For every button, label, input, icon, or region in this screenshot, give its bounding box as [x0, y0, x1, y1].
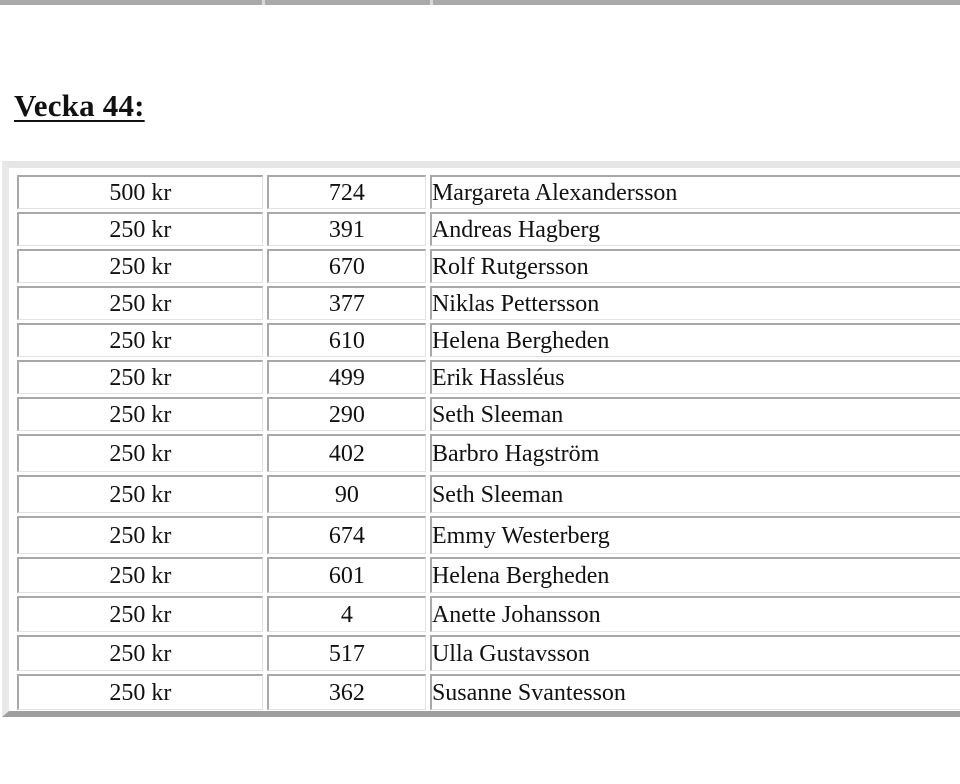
table-row [17, 516, 960, 554]
prize-table-frame [2, 161, 960, 717]
winner-name-cell: Margareta Alexandersson [430, 175, 960, 209]
winner-name-cell: Seth Sleeman [430, 475, 960, 513]
prize-table-body [17, 175, 960, 710]
winner-name-cell: Emmy Westerberg [430, 516, 960, 554]
prize-amount-cell: 250 kr [17, 249, 263, 283]
top-border [0, 0, 960, 5]
ticket-number-cell: 499 [267, 360, 426, 394]
winner-name-cell: Helena Bergheden [430, 323, 960, 357]
prize-amount-cell: 250 kr [17, 557, 263, 593]
prize-table [13, 172, 960, 713]
ticket-number-cell: 674 [267, 516, 426, 554]
prize-amount-cell: 250 kr [17, 397, 263, 431]
table-row [17, 175, 960, 209]
prize-amount-cell: 250 kr [17, 596, 263, 632]
winner-name-cell: Niklas Pettersson [430, 286, 960, 320]
prize-amount-cell: 250 kr [17, 475, 263, 513]
table-row [17, 249, 960, 283]
winner-name-cell: Barbro Hagström [430, 434, 960, 472]
ticket-number-cell: 601 [267, 557, 426, 593]
week-heading: Vecka 44: [14, 88, 145, 123]
prize-amount-cell: 500 kr [17, 175, 263, 209]
ticket-number-cell: 517 [267, 635, 426, 671]
prize-amount-cell: 250 kr [17, 516, 263, 554]
table-row [17, 557, 960, 593]
ticket-number-cell: 290 [267, 397, 426, 431]
prize-amount-cell: 250 kr [17, 635, 263, 671]
ticket-number-cell: 391 [267, 212, 426, 246]
table-row [17, 674, 960, 710]
ticket-number-cell: 90 [267, 475, 426, 513]
ticket-number-cell: 670 [267, 249, 426, 283]
table-row [17, 635, 960, 671]
winner-name-cell: Helena Bergheden [430, 557, 960, 593]
prize-amount-cell: 250 kr [17, 323, 263, 357]
prize-amount-cell: 250 kr [17, 212, 263, 246]
winner-name-cell: Seth Sleeman [430, 397, 960, 431]
top-border-separator [430, 0, 433, 5]
winner-name-cell: Andreas Hagberg [430, 212, 960, 246]
ticket-number-cell: 724 [267, 175, 426, 209]
table-row [17, 323, 960, 357]
prize-amount-cell: 250 kr [17, 286, 263, 320]
winner-name-cell: Ulla Gustavsson [430, 635, 960, 671]
top-border-separator [262, 0, 265, 5]
winner-name-cell: Anette Johansson [430, 596, 960, 632]
ticket-number-cell: 4 [267, 596, 426, 632]
ticket-number-cell: 377 [267, 286, 426, 320]
table-row [17, 596, 960, 632]
winner-name-cell: Rolf Rutgersson [430, 249, 960, 283]
table-row [17, 434, 960, 472]
table-row [17, 286, 960, 320]
ticket-number-cell: 362 [267, 674, 426, 710]
table-row [17, 212, 960, 246]
table-row [17, 475, 960, 513]
prize-amount-cell: 250 kr [17, 360, 263, 394]
prize-amount-cell: 250 kr [17, 434, 263, 472]
table-row [17, 397, 960, 431]
ticket-number-cell: 402 [267, 434, 426, 472]
winner-name-cell: Susanne Svantesson [430, 674, 960, 710]
prize-amount-cell: 250 kr [17, 674, 263, 710]
ticket-number-cell: 610 [267, 323, 426, 357]
table-row [17, 360, 960, 394]
winner-name-cell: Erik Hassléus [430, 360, 960, 394]
